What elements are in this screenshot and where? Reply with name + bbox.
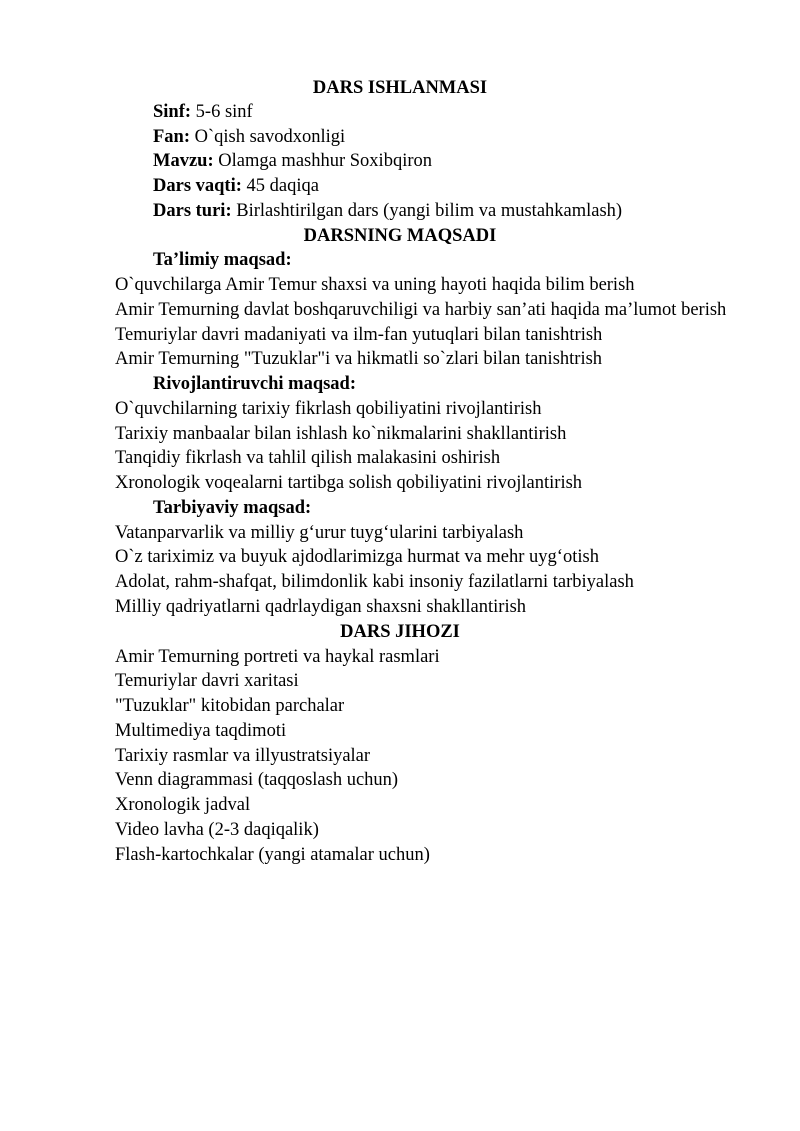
info-mavzu-value: Olamga mashhur Soxibqiron (218, 151, 433, 171)
info-vaqt (0, 174, 800, 198)
list-item: Vatanparvarlik va milliy g‘urur tuyg‘ularini tarbiyalash (115, 523, 524, 543)
list-item: Xronologik voqealarni tartibga solish qobiliyatini rivojlantirish (115, 473, 583, 493)
info-fan (0, 125, 800, 149)
list-item: O`z tariximiz va buyuk ajdodlarimizga hurmat va mehr uyg‘otish (115, 547, 599, 567)
info-turi-label: Dars turi: (153, 201, 232, 221)
rivojlantiruvchi-heading: Rivojlantiruvchi maqsad: (153, 374, 357, 394)
info-turi (0, 199, 800, 223)
maqsad-heading: DARSNING MAQSADI (303, 226, 497, 246)
list-item: Tarixiy rasmlar va illyustratsiyalar (115, 746, 371, 766)
info-mavzu-label: Mavzu: (153, 151, 214, 171)
list-item: Xronologik jadval (115, 795, 251, 815)
list-item: Temuriylar davri madaniyati va ilm-fan yutuqlari bilan tanishtrish (115, 325, 603, 345)
document-title: DARS ISHLANMASI (312, 78, 488, 98)
list-item: Video lavha (2-3 daqiqalik) (115, 820, 319, 840)
list-item: Amir Temurning portreti va haykal rasmlari (115, 647, 440, 667)
info-mavzu (0, 149, 800, 173)
info-sinf-label: Sinf: (153, 102, 192, 122)
info-sinf (0, 100, 800, 124)
info-fan-label: Fan: (153, 127, 190, 147)
list-item: Tarixiy manbaalar bilan ishlash ko`nikmalarini shakllantirish (115, 424, 567, 444)
list-item: Amir Temurning davlat boshqaruvchiligi va harbiy san’ati haqida ma’lumot berish (115, 300, 727, 320)
list-item: Tanqidiy fikrlash va tahlil qilish malakasini oshirish (115, 448, 501, 468)
list-item: Amir Temurning "Tuzuklar"i va hikmatli so`zlari bilan tanishtrish (115, 349, 603, 369)
talimiy-heading: Ta’limiy maqsad: (153, 250, 292, 270)
list-item: O`quvchilarning tarixiy fikrlash qobiliyatini rivojlantirish (115, 399, 542, 419)
list-item: Milliy qadriyatlarni qadrlaydigan shaxsni shakllantirish (115, 597, 527, 617)
info-sinf-value: 5-6 sinf (195, 102, 253, 122)
info-vaqt-label: Dars vaqti: (153, 176, 242, 196)
list-item: Flash-kartochkalar (yangi atamalar uchun) (115, 845, 430, 865)
list-item: Multimediya taqdimoti (115, 721, 287, 741)
list-item: Venn diagrammasi (taqqoslash uchun) (115, 770, 399, 790)
list-item: Temuriylar davri xaritasi (115, 671, 299, 691)
jihoz-heading: DARS JIHOZI (340, 622, 460, 642)
list-item: Adolat, rahm-shafqat, bilimdonlik kabi insoniy fazilatlarni tarbiyalash (115, 572, 634, 592)
info-turi-value: Birlashtirilgan dars (yangi bilim va mustahkamlash) (236, 201, 623, 221)
list-item: "Tuzuklar" kitobidan parchalar (115, 696, 345, 716)
info-vaqt-value: 45 daqiqa (246, 176, 319, 196)
info-fan-value: O`qish savodxonligi (194, 127, 346, 147)
list-item: O`quvchilarga Amir Temur shaxsi va uning hayoti haqida bilim berish (115, 275, 635, 295)
tarbiyaviy-heading: Tarbiyaviy maqsad: (153, 498, 312, 518)
